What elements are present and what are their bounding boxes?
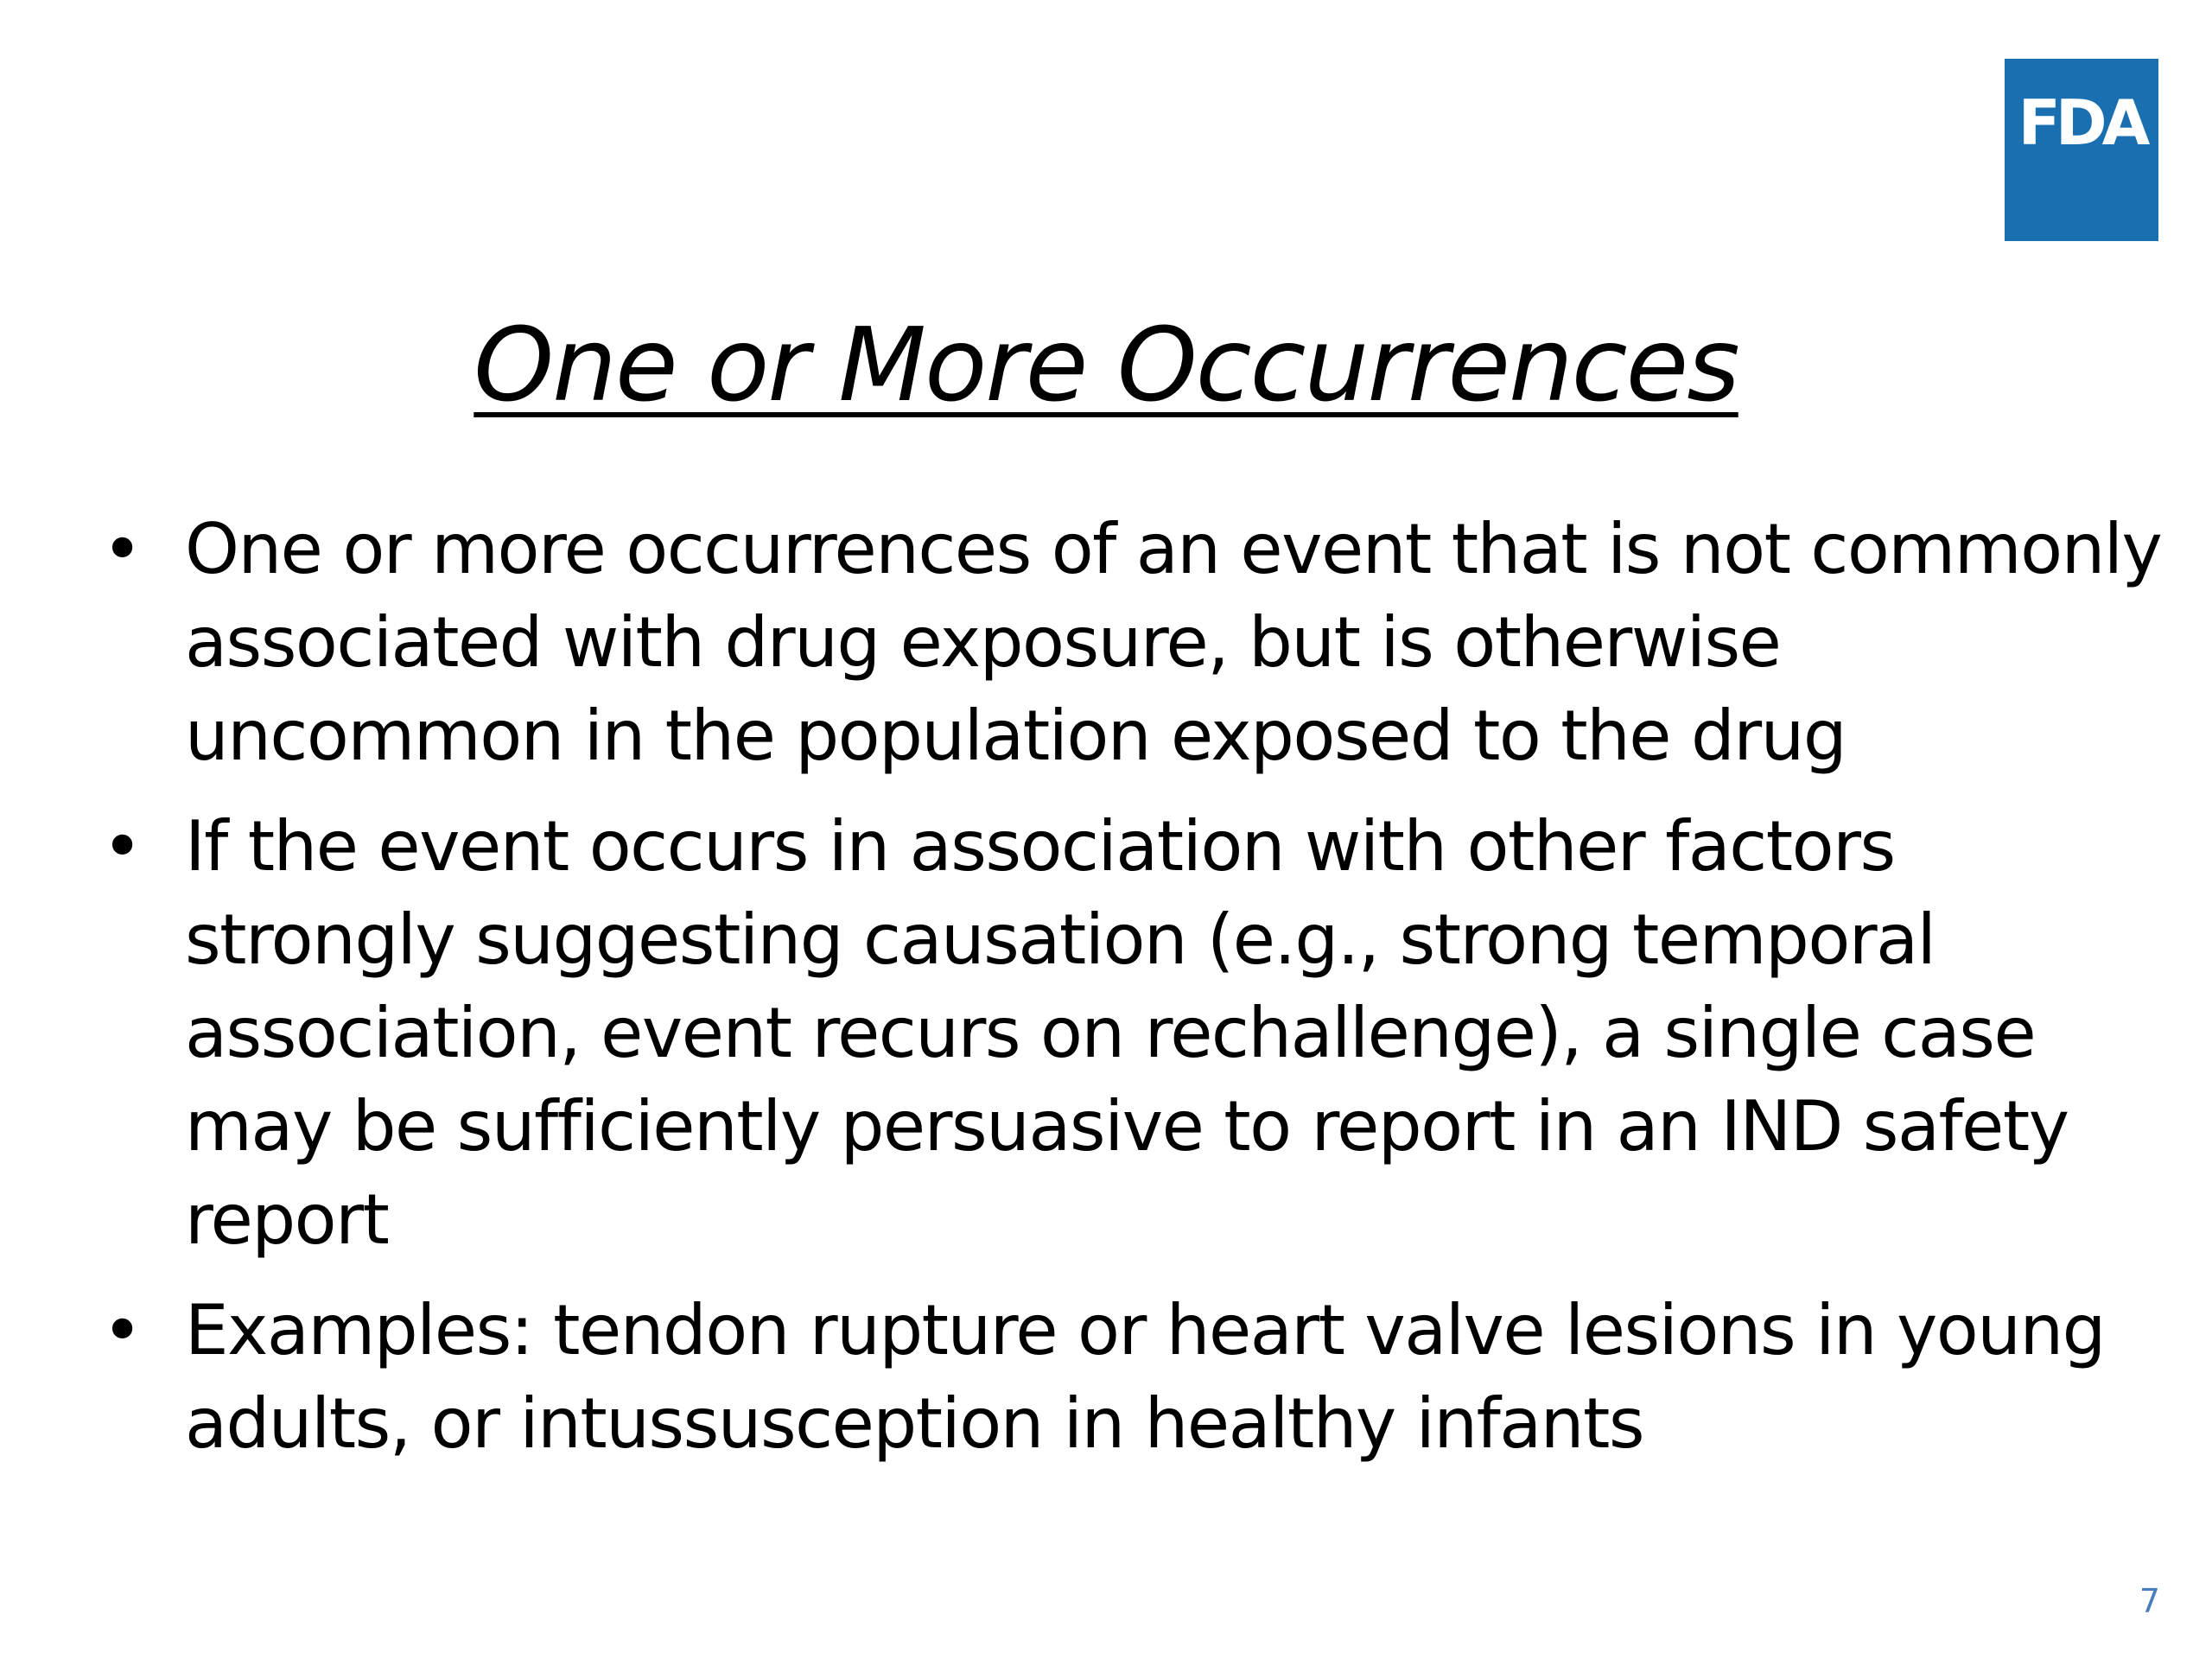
bullet-text: One or more occurrences of an event that is not commonly associated with drug exposure, but is otherwise uncommon in the population exposed to the drug <box>185 509 2162 776</box>
bullet-list <box>102 503 2176 1488</box>
fda-logo-text: FDA <box>2018 86 2145 159</box>
bullet-dot-icon: • <box>102 509 142 589</box>
slide-title: One or More Occurrences <box>474 305 1738 424</box>
page-number: 7 <box>2139 1582 2160 1620</box>
bullet-dot-icon: • <box>102 806 142 887</box>
bullet-text: Examples: tendon rupture or heart valve lesions in young adults, or intussusception in healthy infants <box>185 1290 2105 1464</box>
bullet-item <box>102 1284 2176 1471</box>
bullet-text: If the event occurs in association with other factors strongly suggesting causation (e.g., strong temporal association, event recurs on rechallenge), a single case may be sufficiently persuasive to report in an IND safety report <box>185 806 2069 1260</box>
fda-logo <box>2005 59 2158 241</box>
bullet-item <box>102 503 2176 783</box>
bullet-item <box>102 800 2176 1267</box>
bullet-dot-icon: • <box>102 1290 142 1370</box>
